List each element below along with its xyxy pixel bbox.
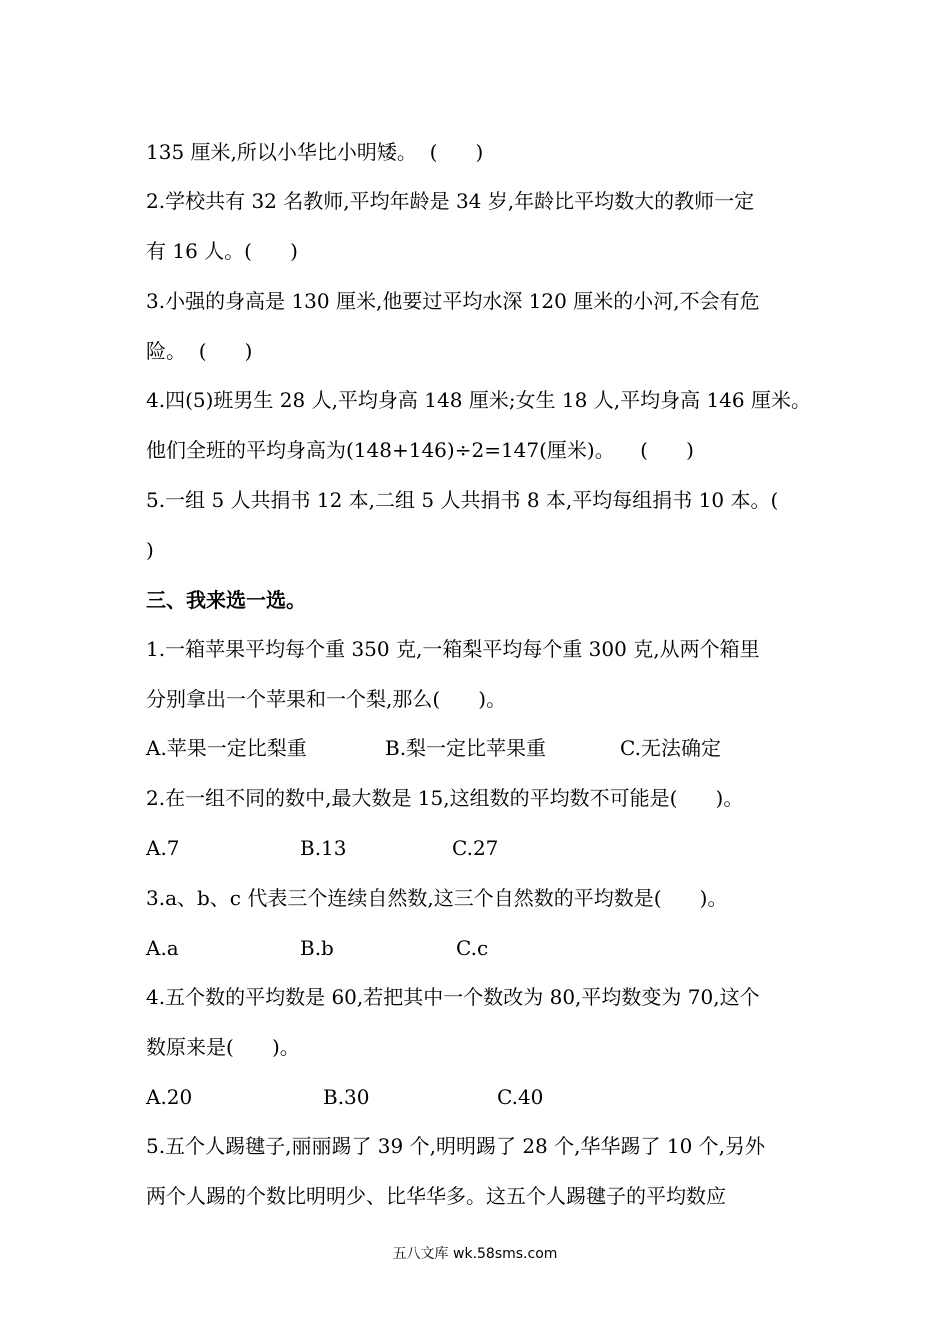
text-line: 2.学校共有 32 名教师,平均年龄是 34 岁,年龄比平均数大的教师一定 <box>146 189 755 213</box>
section-heading: 三、我来选一选。 <box>146 588 306 612</box>
option-b: B.梨一定比苹果重 <box>385 736 547 760</box>
page-footer: 五八文库 wk.58sms.com <box>392 1246 558 1262</box>
option-a: A.a <box>146 936 179 960</box>
question-line: 两个人踢的个数比明明少、比华华多。这五个人踢毽子的平均数应 <box>146 1184 726 1208</box>
option-a: A.苹果一定比梨重 <box>146 736 307 760</box>
text-line: 5.一组 5 人共捐书 12 本,二组 5 人共捐书 8 本,平均每组捐书 10 本。( <box>146 488 779 512</box>
text-line: ) <box>146 538 154 562</box>
option-c: C.c <box>456 936 489 960</box>
option-b: B.30 <box>323 1085 370 1109</box>
option-a: A.7 <box>146 836 180 860</box>
question-line: 4.五个数的平均数是 60,若把其中一个数改为 80,平均数变为 70,这个 <box>146 985 760 1009</box>
text-line: 有 16 人。( ) <box>146 239 298 263</box>
option-c: C.27 <box>452 836 499 860</box>
question-line: 5.五个人踢毽子,丽丽踢了 39 个,明明踢了 28 个,华华踢了 10 个,另外 <box>146 1134 766 1158</box>
option-b: B.13 <box>300 836 347 860</box>
option-b: B.b <box>300 936 334 960</box>
question-line: 数原来是( )。 <box>146 1035 300 1059</box>
question-line: 分别拿出一个苹果和一个梨,那么( )。 <box>146 687 507 711</box>
question-line: 1.一箱苹果平均每个重 350 克,一箱梨平均每个重 300 克,从两个箱里 <box>146 637 760 661</box>
option-c: C.无法确定 <box>620 736 721 760</box>
question-line: 3.a、b、c 代表三个连续自然数,这三个自然数的平均数是( )。 <box>146 886 728 910</box>
text-line: 3.小强的身高是 130 厘米,他要过平均水深 120 厘米的小河,不会有危 <box>146 289 760 313</box>
text-line: 他们全班的平均身高为(148+146)÷2=147(厘米)。 ( ) <box>146 438 694 462</box>
text-line: 险。 ( ) <box>146 339 253 363</box>
text-line: 135 厘米,所以小华比小明矮。 ( ) <box>146 140 484 164</box>
option-a: A.20 <box>146 1085 193 1109</box>
option-c: C.40 <box>497 1085 544 1109</box>
question-line: 2.在一组不同的数中,最大数是 15,这组数的平均数不可能是( )。 <box>146 786 744 810</box>
text-line: 4.四(5)班男生 28 人,平均身高 148 厘米;女生 18 人,平均身高 146 厘米。 <box>146 388 811 412</box>
